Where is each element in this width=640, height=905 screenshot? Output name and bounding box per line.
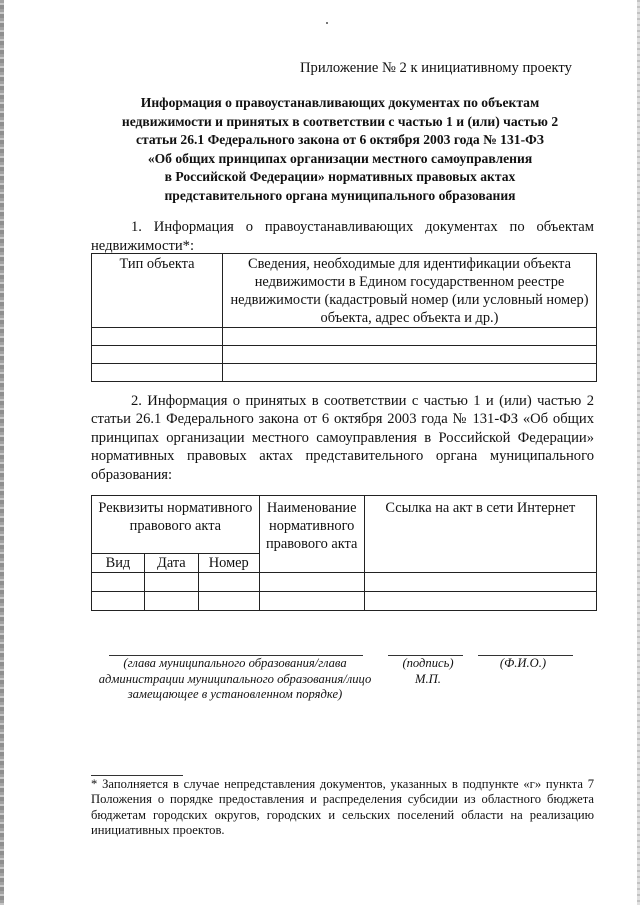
table-cell <box>92 592 145 611</box>
table-cell <box>92 364 223 382</box>
appendix-label: Приложение № 2 к инициативному проекту <box>300 60 572 76</box>
title-line: недвижимости и принятых в соответствии с частью 1 и (или) частью 2 <box>121 113 559 129</box>
signature-caption: (подпись) <box>402 656 454 670</box>
footnote-separator <box>91 775 183 776</box>
title-line: Информация о правоустанавливающих документах по объектам <box>140 95 540 110</box>
table-cell <box>198 592 259 611</box>
table-row <box>92 364 597 382</box>
table-cell <box>223 346 597 364</box>
normative-acts-table <box>91 495 597 611</box>
table-cell <box>364 592 596 611</box>
header-object-type: Тип объекта <box>92 254 223 328</box>
fio-caption: (Ф.И.О.) <box>499 656 547 670</box>
title-line: представительного органа муниципального образования <box>164 187 516 203</box>
header-kind: Вид <box>92 554 145 573</box>
table-cell <box>259 592 364 611</box>
table-cell <box>92 328 223 346</box>
head-position-caption: (глава муниципального образования/глава администрации муниципального образования/лицо замещающее в установленном порядке) <box>98 656 372 702</box>
table-cell <box>144 592 198 611</box>
header-act-name: Наименование нормативного правового акта <box>259 496 364 573</box>
header-internet-link: Ссылка на акт в сети Интернет <box>364 496 596 573</box>
title-line: в Российской Федерации» нормативных правовых актах <box>164 169 516 185</box>
scan-edge-left <box>0 0 4 905</box>
header-date: Дата <box>144 554 198 573</box>
table-row <box>92 346 597 364</box>
table-cell <box>92 346 223 364</box>
table-cell <box>364 573 596 592</box>
table-cell <box>198 573 259 592</box>
document-title <box>90 94 590 206</box>
section1-text: 1. Информация о правоустанавливающих документах по объектам недвижимости*: <box>91 219 594 254</box>
table-row <box>92 592 597 611</box>
table-cell <box>259 573 364 592</box>
header-number: Номер <box>198 554 259 573</box>
header-identification-info: Сведения, необходимые для идентификации объекта недвижимости в Едином государственном реестре недвижимости (кадастровый номер (или условный номер) объекта, адрес объекта и др.) <box>223 254 597 328</box>
table-cell <box>223 364 597 382</box>
real-estate-table <box>91 253 597 382</box>
table-row <box>92 328 597 346</box>
table-row <box>92 573 597 592</box>
table-header-row <box>92 254 597 328</box>
header-requisites: Реквизиты нормативного правового акта <box>92 496 260 554</box>
table-cell <box>223 328 597 346</box>
title-line: «Об общих принципах организации местного самоуправления <box>147 150 533 166</box>
scan-speck <box>326 22 328 24</box>
title-line: статьи 26.1 Федерального закона от 6 октября 2003 года № 131-ФЗ <box>136 132 544 148</box>
table-cell <box>92 573 145 592</box>
stamp-caption: М.П. <box>415 672 441 686</box>
section2-text: 2. Информация о принятых в соответствии с частью 1 и (или) частью 2 статьи 26.1 Федерального закона от 6 октября 2003 года № 131-ФЗ «Об общих принципах организации местного самоуправления в Российской Федерации» нормативных правовых актах представительного органа муниципального образования: <box>91 393 594 483</box>
footnote: * Заполняется в случае непредставления документов, указанных в подпункте «г» пункта 7 Положения о порядке предоставления и распределения субсидии из областного бюджета бюджетам городских округов, городских и сельских поселений области на реализацию инициативных проектов. <box>91 777 594 838</box>
table-header-row <box>92 496 597 554</box>
table-cell <box>144 573 198 592</box>
